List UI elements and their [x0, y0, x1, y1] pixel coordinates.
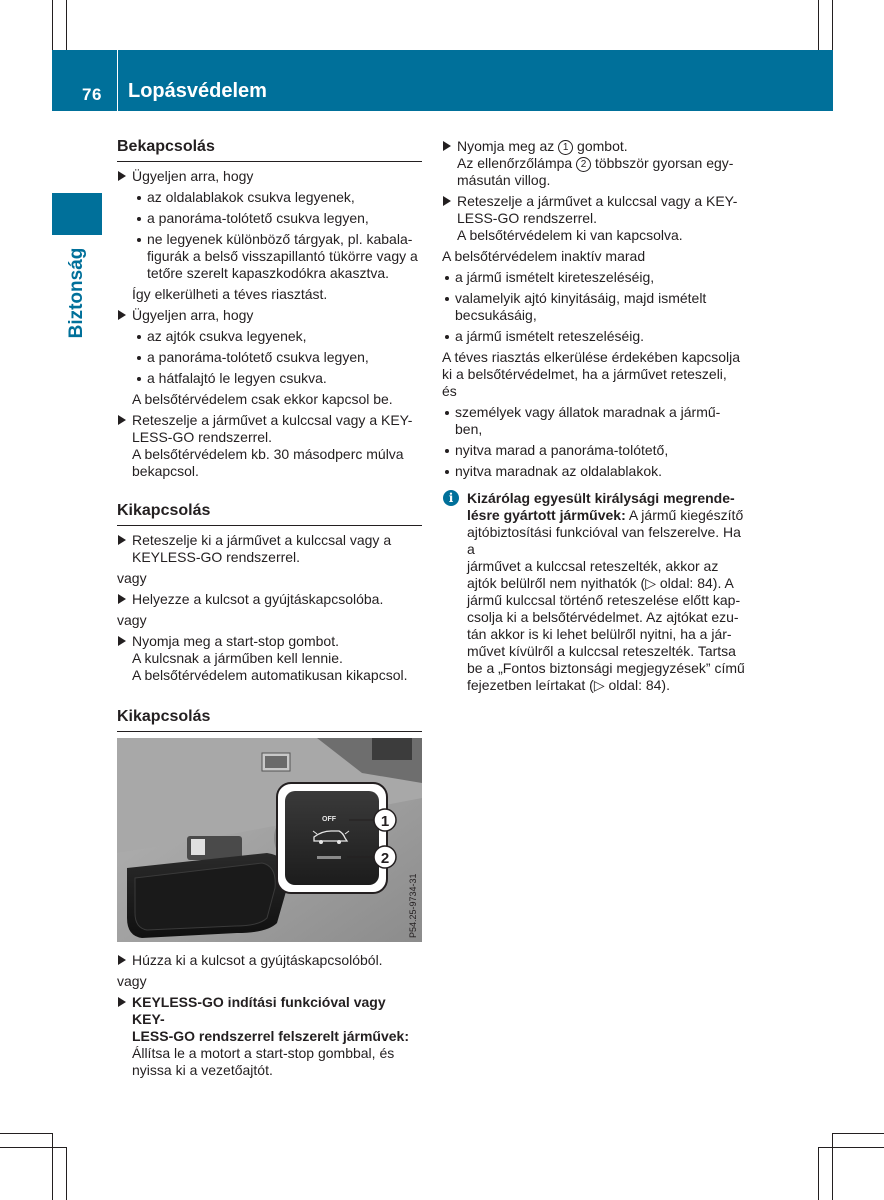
- info-icon: i: [443, 490, 459, 506]
- photo-illustration: [117, 738, 422, 942]
- text-line: ki a belsőtérvédelmet, ha a járművet reteszeli,: [442, 366, 727, 382]
- interior-protection-switch-photo: [117, 738, 422, 942]
- text-line: művet kívülről a kulccsal reteszelték. Tartsa: [467, 643, 736, 659]
- text-line: valamelyik ajtó kinyitásáig, majd ismételt: [455, 290, 707, 306]
- text-line: fejezetben leírtakat (▷ oldal: 84).: [467, 677, 670, 693]
- section-heading: Kikapcsolás: [117, 502, 422, 526]
- crop-mark: [66, 1147, 67, 1200]
- photo-callout-1: 1: [380, 813, 390, 830]
- right-column: [442, 138, 748, 694]
- bullet-item: [442, 404, 748, 438]
- crop-mark: [52, 0, 53, 50]
- text-line: személyek vagy állatok maradnak a jármű-: [455, 404, 721, 420]
- text-line: A belsőtérvédelem kb. 30 másodperc múlva: [132, 446, 404, 462]
- section-heading: Bekapcsolás: [117, 138, 422, 162]
- or-separator: vagy: [117, 570, 147, 586]
- paragraph: A belsőtérvédelem inaktív marad: [442, 248, 646, 264]
- text-line: figurák a belső visszapillantó tükörre vagy a: [147, 248, 418, 264]
- text-line: A belsőtérvédelem ki van kapcsolva.: [457, 227, 683, 243]
- instruction-step: Helyezze a kulcsot a gyújtáskapcsolóba.: [117, 591, 422, 608]
- crop-mark: [66, 0, 67, 50]
- text-line: nyissa ki a vezetőajtót.: [132, 1062, 273, 1078]
- text-line: Az ellenőrzőlámpa: [457, 155, 573, 171]
- instruction-step: [442, 193, 748, 244]
- crop-mark: [832, 1133, 884, 1134]
- bullet-item: nyitva marad a panoráma-tolótető,: [442, 442, 748, 459]
- instruction-step: Ügyeljen arra, hogy: [117, 168, 422, 185]
- text-line: többször gyorsan egy-: [594, 155, 734, 171]
- text-line: A téves riasztás elkerülése érdekében kapcsolja: [442, 349, 741, 365]
- page-number: 76: [82, 85, 102, 104]
- chapter-tab-label: Biztonság: [66, 247, 87, 338]
- info-note: [442, 490, 748, 694]
- header-divider: [117, 50, 118, 111]
- bullet-item: a hátfalajtó le legyen csukva.: [117, 370, 422, 387]
- crop-mark: [818, 0, 819, 50]
- bullet-item: nyitva maradnak az oldalablakok.: [442, 463, 748, 480]
- crop-mark: [52, 1133, 53, 1200]
- text-line: LESS-GO rendszerrel.: [132, 429, 273, 445]
- instruction-step: [442, 138, 748, 189]
- text-line: járművet a kulccsal reteszelték, akkor az: [467, 558, 719, 574]
- instruction-step: [117, 532, 422, 566]
- text-line: A jármű kiegészítő: [625, 507, 744, 523]
- text-line: A belsőtérvédelem automatikusan kikapcsol.: [132, 667, 408, 683]
- text-line: becsukásáig,: [455, 307, 537, 323]
- paragraph: [442, 349, 748, 400]
- crop-mark: [832, 1133, 833, 1200]
- crop-mark: [832, 0, 833, 50]
- text-line: A kulcsnak a járműben kell lennie.: [132, 650, 343, 666]
- instruction-step: [117, 633, 422, 684]
- bullet-item: a jármű ismételt reteszeléséig.: [442, 328, 748, 345]
- text-line: KEYLESS-GO rendszerrel.: [132, 549, 301, 565]
- text-line: KEYLESS-GO indítási funkcióval vagy KEY-: [132, 994, 386, 1027]
- text-line: Reteszelje ki a járművet a kulccsal vagy a: [132, 532, 392, 548]
- text-line: lésre gyártott járművek:: [467, 507, 626, 523]
- or-separator: vagy: [117, 612, 147, 628]
- photo-callout-2: 2: [380, 850, 390, 867]
- text-line: tán akkor is ki lehet belülről nyitni, ha a jár-: [467, 626, 732, 642]
- text-line: ajtóbiztosítási funkcióval van felszerelve. Ha a: [467, 524, 741, 557]
- text-line: ajtók belülről nem nyithatók (▷ oldal: 84). A: [467, 575, 734, 591]
- switch-off-label: OFF: [322, 816, 336, 823]
- crop-mark: [818, 1147, 884, 1148]
- bullet-item: az oldalablakok csukva legyenek,: [117, 189, 422, 206]
- text-line: jármű kulccsal történő reteszelése előtt kap-: [467, 592, 741, 608]
- left-column: [117, 138, 422, 1083]
- page-title: Lopásvédelem: [128, 80, 267, 102]
- text-line: csolja ki a belsőtérvédelmet. Az ajtókat ezu-: [467, 609, 739, 625]
- bullet-item: a jármű ismételt kireteszeléséig,: [442, 269, 748, 286]
- bullet-item: a panoráma-tolótető csukva legyen,: [117, 210, 422, 227]
- text-line: Állítsa le a motort a start-stop gombbal, és: [132, 1045, 395, 1061]
- step-result: Így elkerülheti a téves riasztást.: [132, 286, 328, 302]
- or-separator: vagy: [117, 973, 147, 989]
- crop-mark: [0, 1147, 66, 1148]
- callout-ref-2: 2: [576, 157, 591, 172]
- text-line: Reteszelje a járművet a kulccsal vagy a KEY-: [457, 193, 738, 209]
- bullet-item: a panoráma-tolótető csukva legyen,: [117, 349, 422, 366]
- chapter-tab: [52, 240, 102, 345]
- photo-reference: P54.25-9734-31: [408, 873, 418, 938]
- text-line: Kizárólag egyesült királysági megrende-: [467, 490, 735, 506]
- callout-ref-1: 1: [558, 140, 573, 155]
- text-line: LESS-GO rendszerrel felszerelt járművek:: [132, 1028, 409, 1044]
- bullet-item: [442, 290, 748, 324]
- text-line: tetőre szerelt kapaszkodókra akasztva.: [147, 265, 390, 281]
- text-line: ne legyenek különböző tárgyak, pl. kabala-: [147, 231, 413, 247]
- bullet-item: [117, 231, 422, 282]
- text-line: Nyomja meg az: [457, 138, 555, 154]
- instruction-step: Ügyeljen arra, hogy: [117, 307, 422, 324]
- text-line: be a „Fontos biztonsági megjegyzések” című: [467, 660, 745, 676]
- text-line: bekapcsol.: [132, 463, 199, 479]
- chapter-marker: [52, 193, 102, 235]
- instruction-step: [117, 412, 422, 480]
- crop-mark: [0, 1133, 52, 1134]
- text-line: LESS-GO rendszerrel.: [457, 210, 598, 226]
- instruction-step: [117, 994, 422, 1079]
- text-line: gombot.: [577, 138, 628, 154]
- text-line: és: [442, 383, 457, 399]
- instruction-step: Húzza ki a kulcsot a gyújtáskapcsolóból.: [117, 952, 422, 969]
- text-line: ben,: [455, 421, 483, 437]
- section-heading: Kikapcsolás: [117, 708, 422, 732]
- bullet-item: az ajtók csukva legyenek,: [117, 328, 422, 345]
- step-result: A belsőtérvédelem csak ekkor kapcsol be.: [132, 391, 393, 407]
- crop-mark: [818, 1147, 819, 1200]
- text-line: Nyomja meg a start-stop gombot.: [132, 633, 339, 649]
- text-line: másután villog.: [457, 172, 551, 188]
- text-line: Reteszelje a járművet a kulccsal vagy a KEY-: [132, 412, 413, 428]
